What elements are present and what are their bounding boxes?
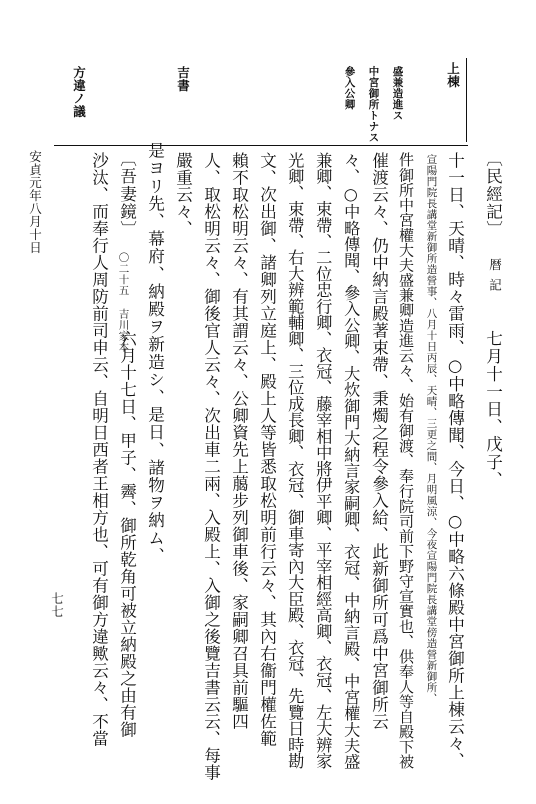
margin-note-kissho: 吉書 [175, 66, 191, 92]
body-column: 賴不取松明云々、有其謂云々、公卿資先上﨟步列御車後、家嗣卿召具前驅四 [229, 152, 249, 730]
summary-column: 是ヨリ先、幕府、納殿ヲ新造シ、是日、諸物ヲ納ム、 [145, 142, 165, 565]
date-heading: 七月十一日、戊子、 [483, 330, 503, 489]
body-column: 沙汰、而奉行人周防前司申云、自明日西者王相方也、可有御方違歟云々、不當 [89, 152, 109, 747]
margin-rule-horizontal [54, 145, 468, 146]
source-title-minkeiki: 〔民經記〕 [483, 150, 503, 238]
body-column: 光卿、束帶、右大辨範輔卿、三位成長卿、衣冠、御車寄內大臣殿、衣冠、先覽日時勘 [285, 152, 305, 770]
body-column: 件御所中宮權大夫盛兼卿造進云々、始有御渡、奉行院司前下野守宣實也、供奉人等自殿下被 [397, 152, 416, 770]
page-number: 七七 [49, 592, 65, 618]
body-column: 々、○中略傳聞、參入公卿、大炊御門大納言家嗣卿、衣冠、中納言殿、中宮權大夫盛 [341, 152, 361, 770]
source-title-azumakagami: 〔吾妻鏡〕 [117, 150, 137, 238]
margin-note-joto: 上棟 [445, 62, 461, 88]
edition-note: 〇二十五 吉川家本 [117, 252, 130, 353]
body-column: 六月十七日、甲子、霽、御所乾角可被立納殿之由有御 [117, 330, 137, 738]
body-column: 催渡云々、仍中納言殿著束帶、秉燭之程令參入給、此新御所可爲中宮御所云 [369, 152, 389, 730]
margin-note-katatagae: 方違ノ議 [71, 66, 87, 118]
body-column: 十一日、天晴、時々雷雨、○中略傳聞、今日、○中略六條殿中宮御所上棟云々、 [445, 152, 465, 769]
body-column: 人、取松明云々、御後官人云々、次出車二兩、入殿上、入御之後覽吉書云云、每事 [201, 152, 221, 781]
body-column: 宣陽門院長講堂新御所造營事、八月十日丙辰、天晴、三更之間、月明風涼、今夜宣陽門院長講堂傍造營新御所、 [425, 154, 438, 704]
running-title: 暦記 [487, 258, 503, 299]
era-note: 安貞元年八月十日 [27, 150, 43, 254]
margin-note-sannyu-kugyo: 參入公卿 [343, 66, 356, 110]
margin-rule-vertical [466, 58, 467, 142]
body-column: 兼卿、束帶、二位忠行卿、衣冠、藤宰相中將伊平卿、平宰相經高卿、衣冠、左大辨家 [313, 152, 333, 770]
body-column: 文、次出御、諸卿列立庭上、殿上人等皆悉取松明前行云々、其內右衞門權佐範 [257, 152, 277, 747]
margin-note-chugu-gosho: 中宮御所トナス [367, 66, 380, 143]
body-column: 嚴重云々、 [173, 152, 193, 237]
margin-note-morikane: 盛兼造進ス [391, 66, 404, 121]
